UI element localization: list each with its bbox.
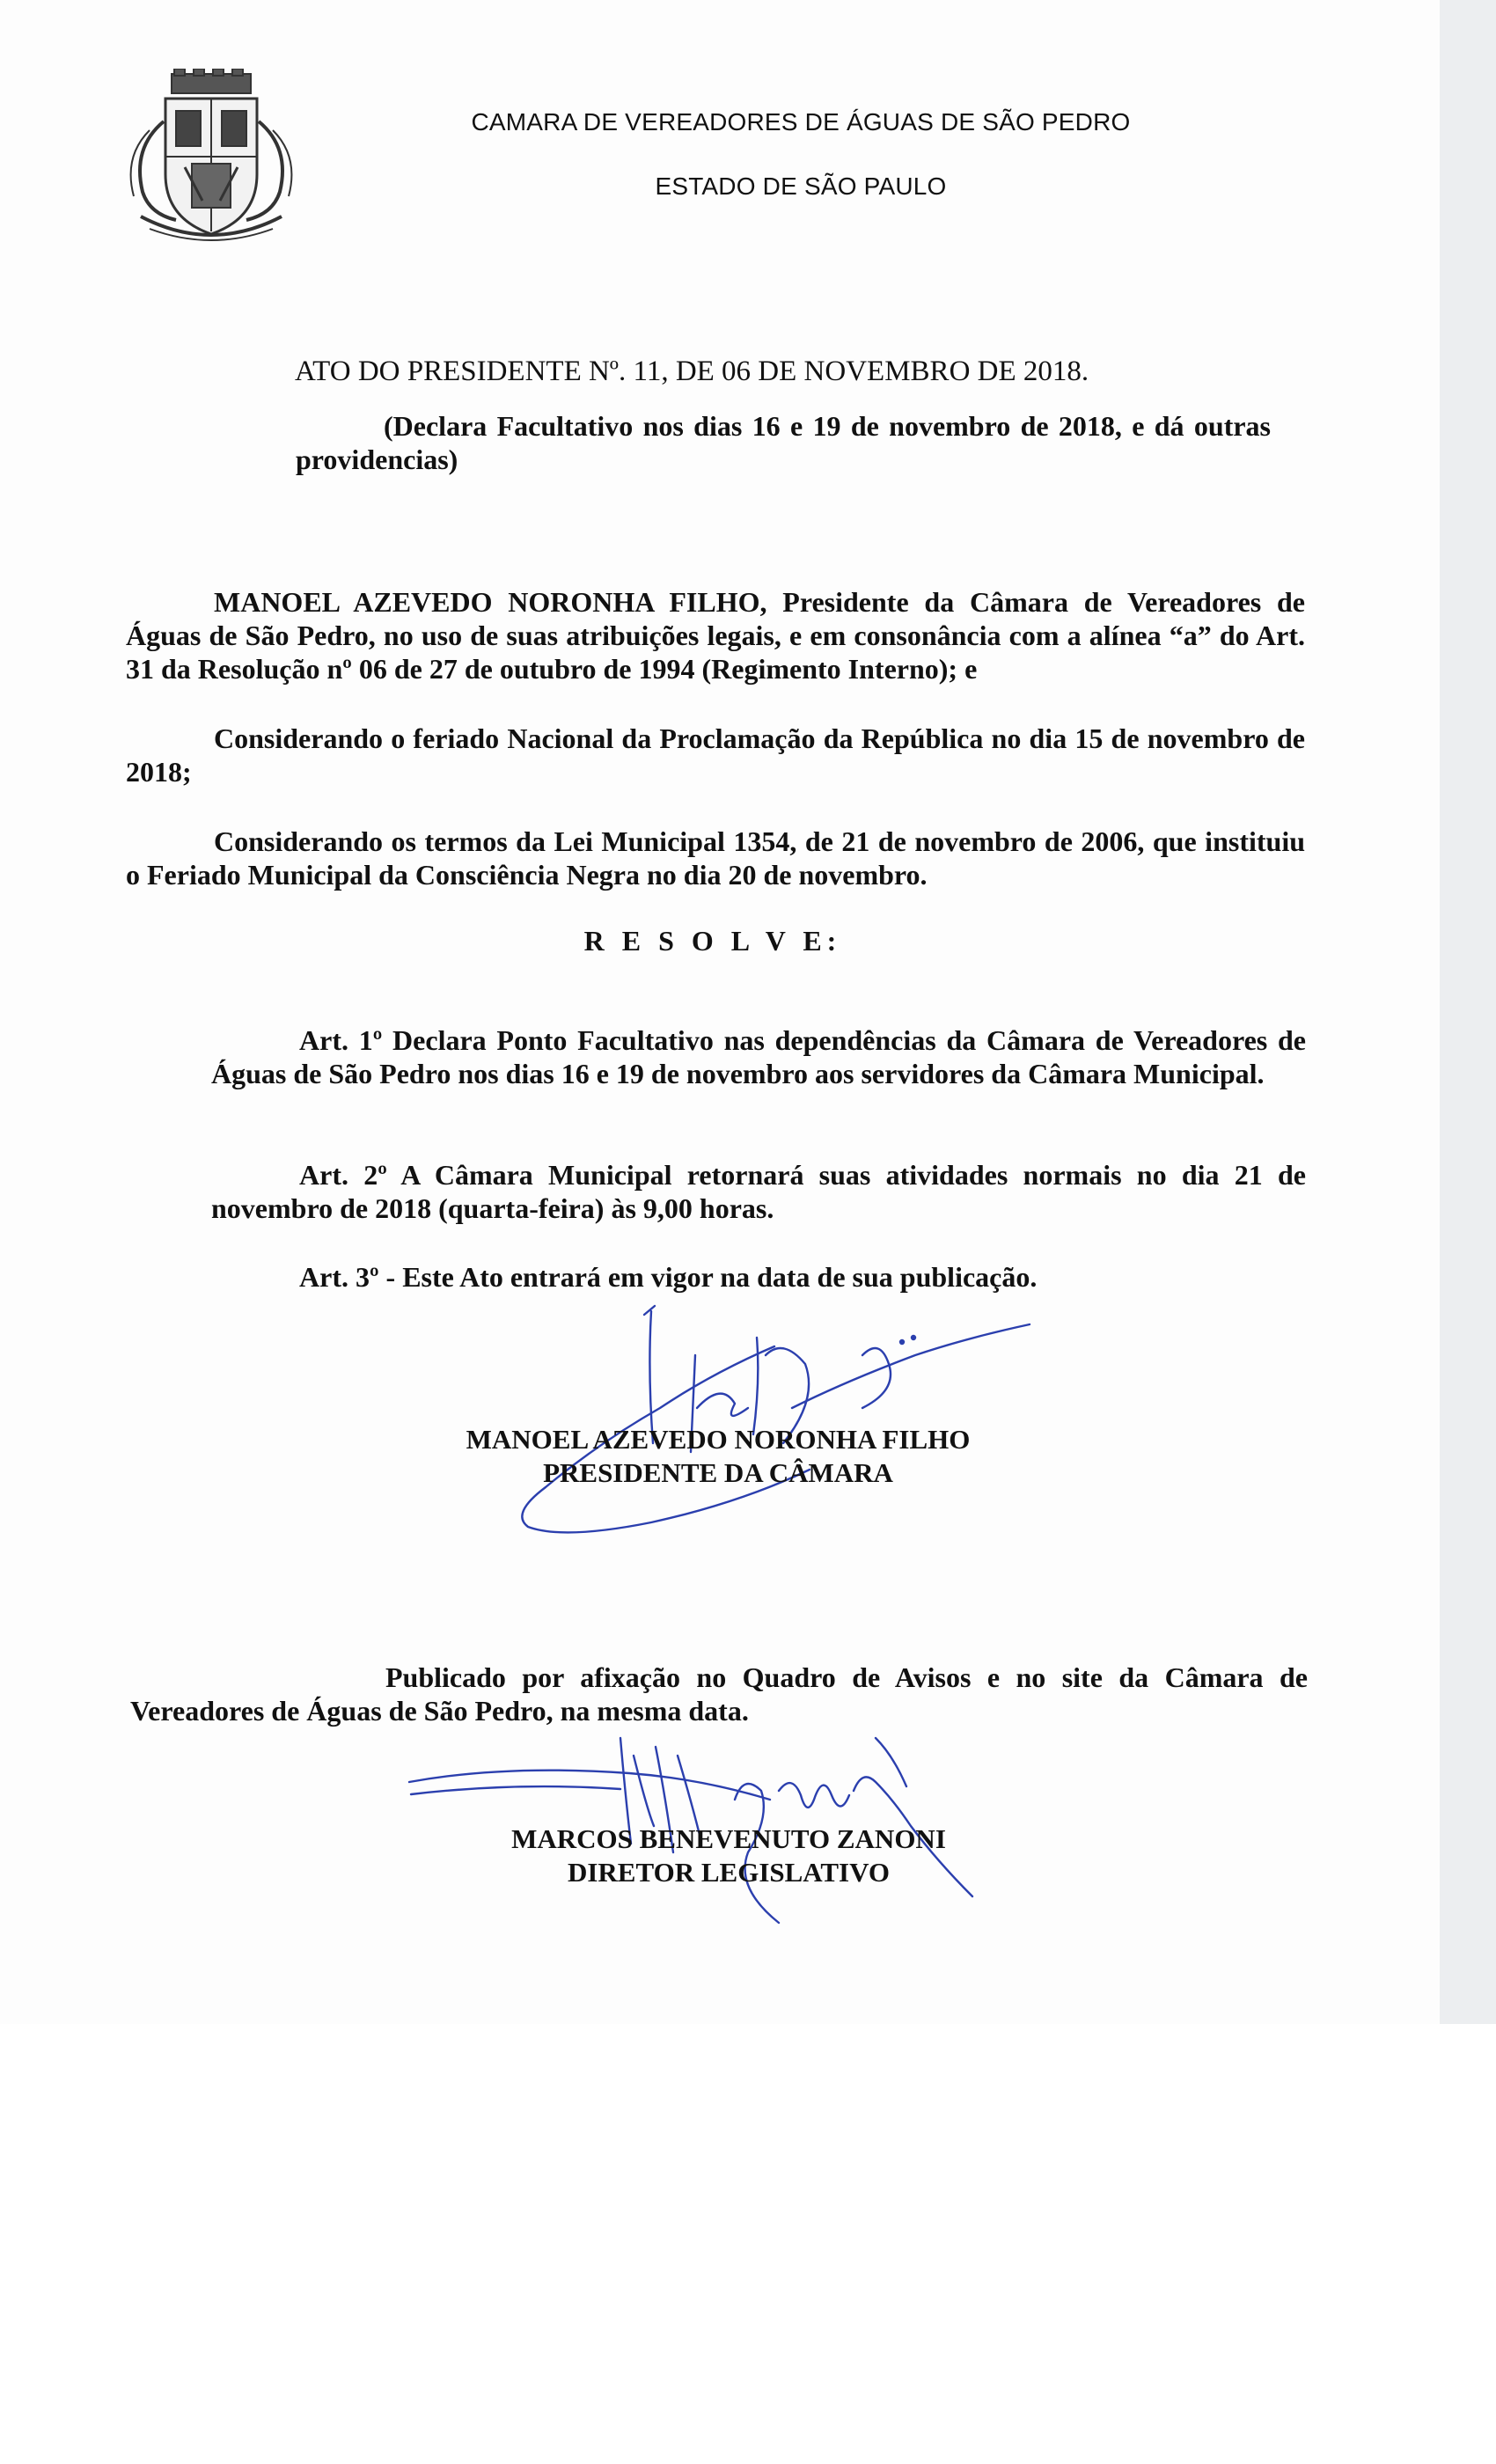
director-role: DIRETOR LEGISLATIVO [567,1857,891,1888]
director-name: MARCOS BENEVENUTO ZANONI [511,1823,946,1854]
publication-note: Publicado por afixação no Quadro de Avisos e no site da Câmara de Vereadores de Águas de São Pedro, na mesma data. [130,1661,1308,1727]
resolve-heading: R E S O L V E: [583,925,842,957]
president-name: MANOEL AZEVEDO NORONHA FILHO [466,1424,971,1455]
municipal-coat-of-arms-icon [123,69,299,253]
article-3: Art. 3º - Este Ato entrará em vigor na data de sua publicação. [299,1261,1038,1293]
act-subtitle: (Declara Facultativo nos dias 16 e 19 de novembro de 2018, e dá outras providencias) [296,410,1271,475]
considerando-paragraph-1: Considerando o feriado Nacional da Proclamação da República no dia 15 de novembro de 2018; [126,722,1305,788]
act-title: ATO DO PRESIDENTE Nº. 11, DE 06 DE NOVEMBRO DE 2018. [295,356,1089,387]
state-name-heading: ESTADO DE SÃO PAULO [655,172,947,200]
preamble-paragraph: MANOEL AZEVEDO NORONHA FILHO, Presidente da Câmara de Vereadores de Águas de São Pedro, no uso de suas atribuições legais, e em consonância com a alínea “a” do Art. 31 da Resolução nº 06 de 27 de outubro de 1994 (Regimento Interno); e [126,586,1305,685]
president-role: PRESIDENTE DA CÂMARA [543,1457,893,1488]
article-2: Art. 2º A Câmara Municipal retornará suas atividades normais no dia 21 de novembro de 2018 (quarta-feira) às 9,00 horas. [211,1159,1306,1224]
considerando-paragraph-2: Considerando os termos da Lei Municipal 1354, de 21 de novembro de 2006, que instituiu o Feriado Municipal da Consciência Negra no dia 20 de novembro. [126,825,1305,891]
article-1: Art. 1º Declara Ponto Facultativo nas dependências da Câmara de Vereadores de Águas de São Pedro nos dias 16 e 19 de novembro aos servidores da Câmara Municipal. [211,1024,1306,1089]
scan-edge [1440,0,1496,2024]
chamber-name-heading: CAMARA DE VEREADORES DE ÁGUAS DE SÃO PEDRO [471,108,1131,136]
